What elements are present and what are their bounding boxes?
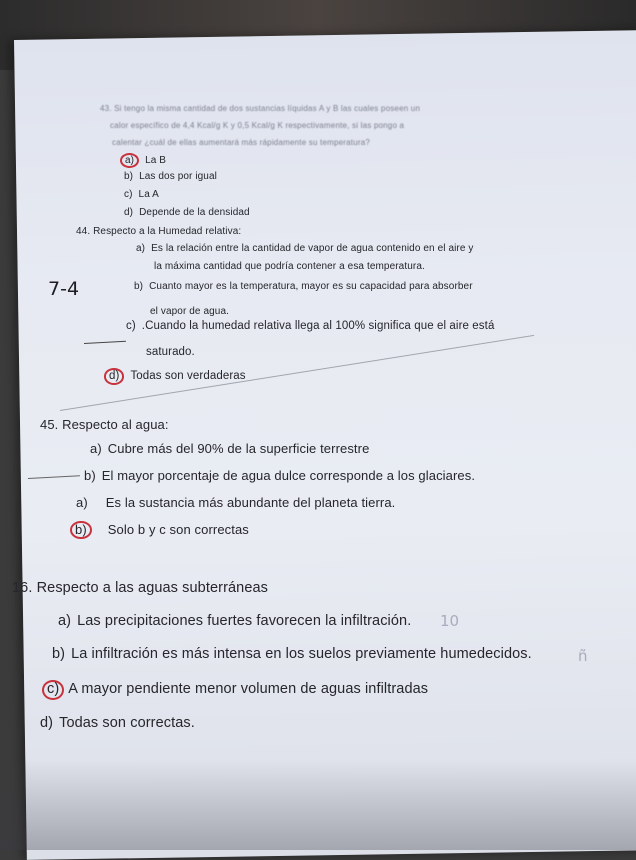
q43-line-2: calor específico de 4,4 Kcal/g K y 0,5 Kcal/g K respectivamente, si las pongo a xyxy=(110,121,405,130)
q43-line-1: 43. Si tengo la misma cantidad de dos sustancias líquidas A y B las cuales poseen un xyxy=(100,104,421,113)
q45-option-b: b) El mayor porcentaje de agua dulce corresponde a los glaciares. xyxy=(84,468,476,483)
q45-option-c: a) Es la sustancia más abundante del planeta tierra. xyxy=(76,495,396,510)
q46-title: 16. Respecto a las aguas subterráneas xyxy=(12,580,268,596)
faint-handwritten-note: 10 xyxy=(440,612,460,630)
q43-option-c: c) La A xyxy=(124,189,159,200)
q43-option-b: b) Las dos por igual xyxy=(124,171,217,182)
q44-option-b: b) Cuanto mayor es la temperatura, mayor es su capacidad para absorber xyxy=(134,281,473,292)
q45-option-a: a) Cubre más del 90% de la superficie terrestre xyxy=(90,441,370,456)
q43-option-d: d) Depende de la densidad xyxy=(124,207,250,218)
q46-option-c: c) A mayor pendiente menor volumen de aguas infiltradas xyxy=(42,680,428,700)
q44-option-d: d) Todas son verdaderas xyxy=(104,368,246,385)
q44-option-a-cont: la máxima cantidad que podría contener a esa temperatura. xyxy=(154,261,425,272)
answer-circle: d) xyxy=(104,368,124,385)
answer-circle: c) xyxy=(42,680,64,700)
answer-circle: a) xyxy=(120,153,139,168)
q44-option-a: a) Es la relación entre la cantidad de vapor de agua contenido en el aire y xyxy=(136,243,474,254)
q46-option-b: b) La infiltración es más intensa en los suelos previamente humedecidos. xyxy=(52,646,532,662)
faint-handwritten-note: ñ xyxy=(578,647,588,665)
q44-title: 44. Respecto a la Humedad relativa: xyxy=(76,226,242,237)
q45-title: 45. Respecto al agua: xyxy=(40,417,169,432)
handwritten-margin-note: 7-4 xyxy=(48,278,80,300)
q43-option-a: a) La B xyxy=(120,153,166,168)
q44-option-b-cont: el vapor de agua. xyxy=(150,306,229,317)
q44-option-c-cont: saturado. xyxy=(146,346,195,358)
q45-option-d: b) Solo b y c son correctas xyxy=(70,521,249,539)
q43-line-3: calentar ¿cuál de ellas aumentará más rápidamente su temperatura? xyxy=(112,138,371,147)
q44-option-c: c) .Cuando la humedad relativa llega al 100% significa que el aire está xyxy=(126,320,495,332)
answer-circle: b) xyxy=(70,521,92,539)
q46-option-a: a) Las precipitaciones fuertes favorecen la infiltración. xyxy=(58,613,412,629)
q46-option-d: d) Todas son correctas. xyxy=(40,715,195,731)
